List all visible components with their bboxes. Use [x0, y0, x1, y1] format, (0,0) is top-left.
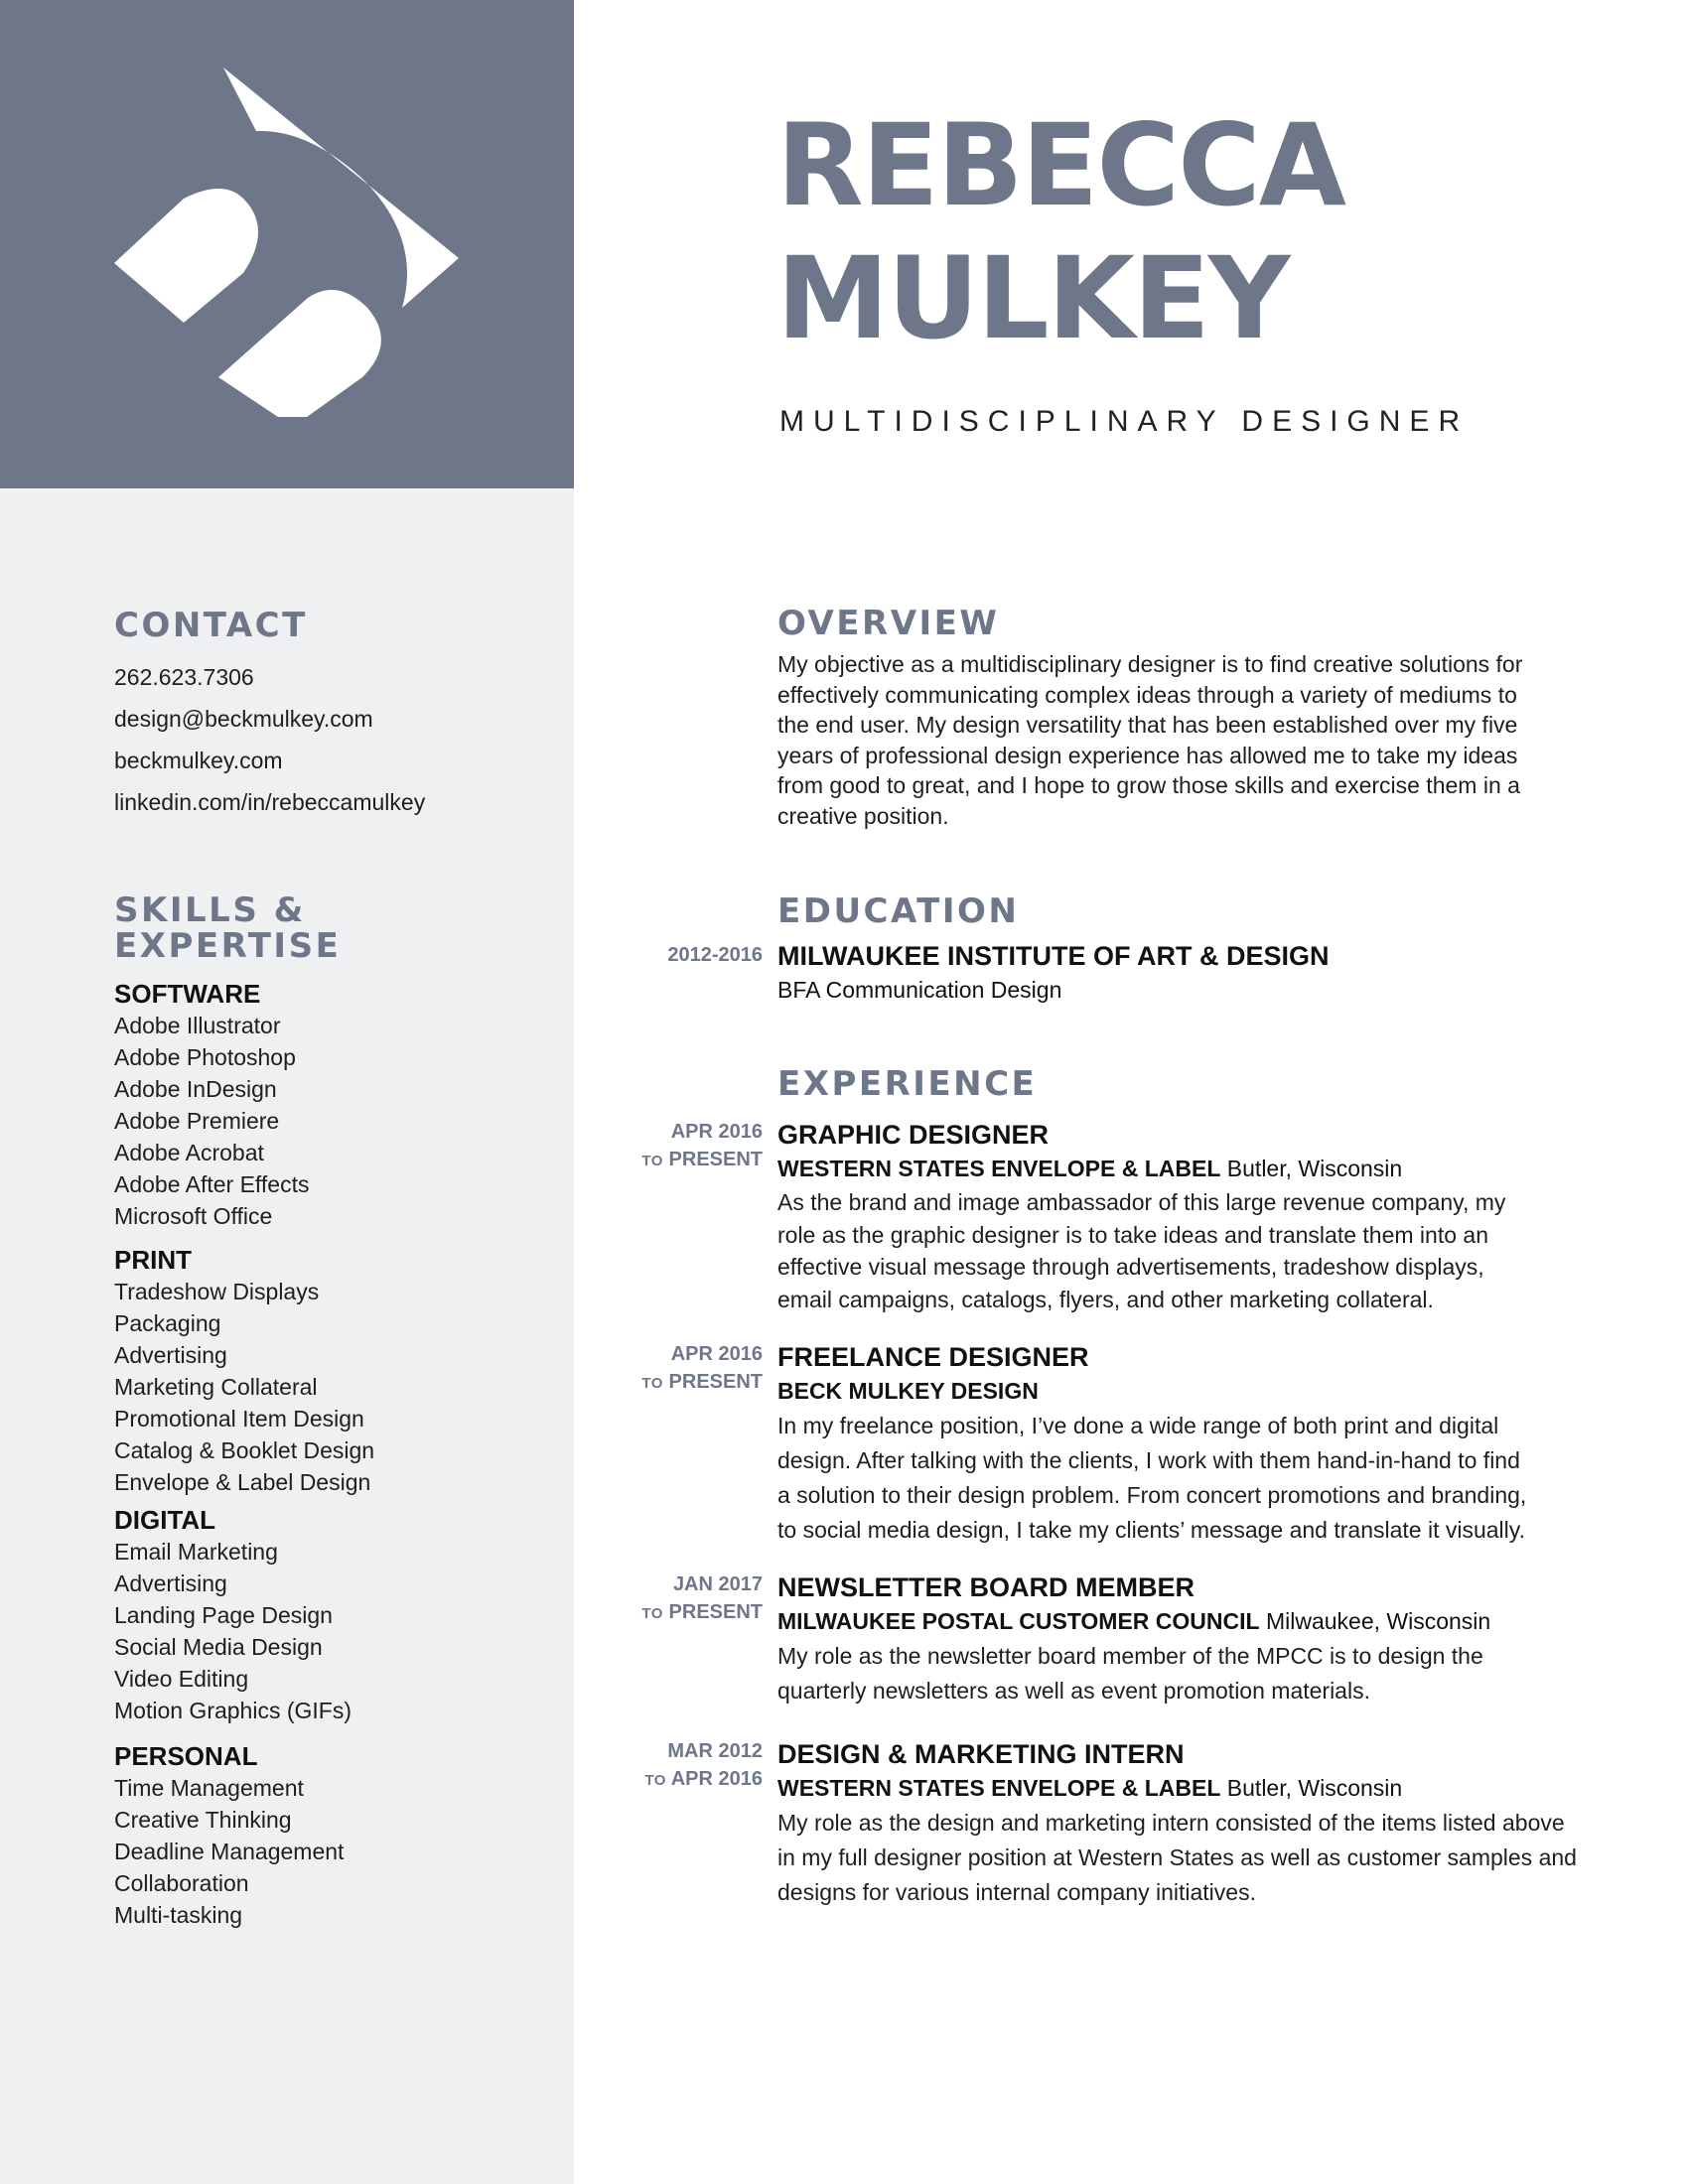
job-dates — [641, 1340, 763, 1398]
skill-item: Adobe Photoshop — [114, 1044, 296, 1070]
skill-item: Landing Page Design — [114, 1602, 333, 1628]
job-to-label: TO — [641, 1375, 663, 1392]
job-location: Butler, Wisconsin — [1226, 1156, 1403, 1181]
skill-item: Microsoft Office — [114, 1203, 273, 1229]
job-end-date: PRESENT — [668, 1601, 763, 1623]
skill-group-heading: DIGITAL — [114, 1505, 216, 1535]
job-entry — [641, 1570, 1612, 1707]
job-company: WESTERN STATES ENVELOPE & LABEL — [777, 1775, 1221, 1801]
overview-line: creative position. — [777, 802, 949, 829]
skill-group-heading: PRINT — [114, 1245, 192, 1275]
rm-monogram-logo-icon — [109, 60, 467, 417]
skill-item: Creative Thinking — [114, 1807, 292, 1833]
job-end-date: PRESENT — [668, 1371, 763, 1393]
job-entry — [641, 1118, 1612, 1314]
skill-item: Multi-tasking — [114, 1902, 243, 1928]
job-dates — [644, 1737, 763, 1795]
skill-group-personal — [114, 1740, 531, 1931]
education-title: EDUCATION — [777, 891, 1020, 931]
job-to-label: TO — [641, 1605, 663, 1622]
skill-item: Motion Graphics (GIFs) — [114, 1698, 352, 1723]
contact-linkedin[interactable]: linkedin.com/in/rebeccamulkey — [114, 789, 426, 815]
skill-item: Adobe Acrobat — [114, 1140, 264, 1165]
skill-item: Social Media Design — [114, 1634, 323, 1660]
overview-line: effectively communicating complex ideas through a variety of mediums to — [777, 681, 1517, 708]
overview-title: OVERVIEW — [777, 604, 1000, 643]
contact-phone[interactable]: 262.623.7306 — [114, 664, 254, 690]
job-entry — [644, 1737, 1612, 1909]
job-to-label: TO — [641, 1153, 663, 1169]
job-location: Butler, Wisconsin — [1226, 1775, 1403, 1801]
experience-title-block — [777, 1066, 1602, 1110]
skills-title-line1: SKILLS & — [114, 890, 306, 930]
job-description-line: My role as the design and marketing intern consisted of the items listed above — [777, 1810, 1565, 1836]
job-description-line: As the brand and image ambassador of this large revenue company, my — [777, 1189, 1506, 1215]
job-location: Milwaukee, Wisconsin — [1265, 1608, 1491, 1634]
job-description-line: designs for various internal company initiatives. — [777, 1879, 1256, 1905]
skill-item: Time Management — [114, 1775, 304, 1801]
contact-email[interactable]: design@beckmulkey.com — [114, 706, 373, 732]
skill-item: Marketing Collateral — [114, 1374, 318, 1400]
contact-title: CONTACT — [114, 606, 308, 645]
job-start-date: MAR 2012 — [667, 1740, 763, 1762]
job-to-label: TO — [644, 1772, 666, 1789]
job-company: MILWAUKEE POSTAL CUSTOMER COUNCIL — [777, 1608, 1260, 1634]
contact-section — [114, 608, 531, 823]
skill-item: Adobe InDesign — [114, 1076, 277, 1102]
skill-item: Advertising — [114, 1570, 227, 1596]
job-description-line: to social media design, I take my clients’ message and translate it visually. — [777, 1517, 1525, 1543]
job-role: NEWSLETTER BOARD MEMBER — [777, 1572, 1195, 1602]
contact-website[interactable]: beckmulkey.com — [114, 748, 283, 773]
job-description-line: design. After talking with the clients, I work with them hand-in-hand to find — [777, 1447, 1520, 1473]
job-entry — [641, 1340, 1612, 1547]
skill-group-digital — [114, 1504, 531, 1726]
job-description-line: role as the graphic designer is to take ideas and translate them into an — [777, 1221, 1488, 1248]
job-role: FREELANCE DESIGNER — [777, 1342, 1089, 1372]
overview-line: from good to great, and I hope to grow those skills and exercise them in a — [777, 772, 1520, 798]
skill-group-print — [114, 1244, 531, 1498]
job-company: BECK MULKEY DESIGN — [777, 1378, 1039, 1404]
education-degree: BFA Communication Design — [777, 977, 1062, 1003]
skill-item: Adobe Illustrator — [114, 1013, 281, 1038]
job-description-line: In my freelance position, I’ve done a wide range of both print and digital — [777, 1413, 1499, 1438]
skill-item: Video Editing — [114, 1666, 249, 1692]
education-dates: 2012-2016 — [667, 944, 763, 966]
skill-item: Tradeshow Displays — [114, 1279, 320, 1304]
education-title-block — [777, 893, 1602, 937]
skill-item: Promotional Item Design — [114, 1406, 364, 1432]
person-name — [776, 99, 1344, 365]
skills-title-line2: EXPERTISE — [114, 926, 342, 966]
job-role: DESIGN & MARKETING INTERN — [777, 1739, 1185, 1769]
job-description-line: in my full designer position at Western States as well as customer samples and — [777, 1844, 1577, 1870]
job-dates — [641, 1570, 763, 1628]
overview-line: years of professional design experience has allowed me to take my ideas — [777, 742, 1518, 768]
skill-item: Email Marketing — [114, 1539, 278, 1565]
job-end-date: APR 2016 — [670, 1768, 763, 1790]
job-description-line: quarterly newsletters as well as event promotion materials. — [777, 1678, 1370, 1704]
overview-text — [777, 649, 1602, 831]
skill-item: Collaboration — [114, 1870, 249, 1896]
overview-section — [777, 606, 1602, 831]
skill-item: Catalog & Booklet Design — [114, 1437, 375, 1463]
job-description-line: email campaigns, catalogs, flyers, and other marketing collateral. — [777, 1286, 1434, 1312]
job-description-line: effective visual message through advertisements, tradeshow displays, — [777, 1254, 1484, 1280]
education-school: MILWAUKEE INSTITUTE OF ART & DESIGN — [777, 941, 1330, 971]
skills-section — [114, 892, 531, 1931]
job-tagline: MULTIDISCIPLINARY DESIGNER — [779, 405, 1470, 438]
skills-title — [114, 892, 531, 964]
first-name: REBECCA — [776, 99, 1344, 231]
job-company: WESTERN STATES ENVELOPE & LABEL — [777, 1156, 1221, 1181]
job-end-date: PRESENT — [668, 1149, 763, 1170]
skill-group-software — [114, 978, 531, 1232]
skill-group-heading: PERSONAL — [114, 1741, 258, 1771]
job-start-date: APR 2016 — [670, 1121, 763, 1143]
skill-item: Packaging — [114, 1310, 221, 1336]
job-description-line: My role as the newsletter board member of the MPCC is to design the — [777, 1643, 1483, 1669]
last-name: MULKEY — [776, 232, 1289, 364]
job-dates — [641, 1118, 763, 1175]
job-start-date: APR 2016 — [670, 1343, 763, 1365]
job-start-date: JAN 2017 — [672, 1573, 763, 1595]
header-block — [0, 0, 574, 488]
overview-line: the end user. My design versatility that has been established over my five — [777, 712, 1518, 738]
skill-item: Envelope & Label Design — [114, 1469, 371, 1495]
skill-item: Deadline Management — [114, 1839, 345, 1864]
skill-item: Advertising — [114, 1342, 227, 1368]
job-description-line: a solution to their design problem. From concert promotions and branding, — [777, 1482, 1527, 1508]
overview-line: My objective as a multidisciplinary designer is to find creative solutions for — [777, 651, 1523, 677]
education-entry — [667, 939, 1612, 1007]
skill-item: Adobe After Effects — [114, 1171, 310, 1197]
skill-group-heading: SOFTWARE — [114, 979, 261, 1009]
skill-item: Adobe Premiere — [114, 1108, 280, 1134]
job-role: GRAPHIC DESIGNER — [777, 1120, 1050, 1150]
experience-title: EXPERIENCE — [777, 1064, 1038, 1104]
